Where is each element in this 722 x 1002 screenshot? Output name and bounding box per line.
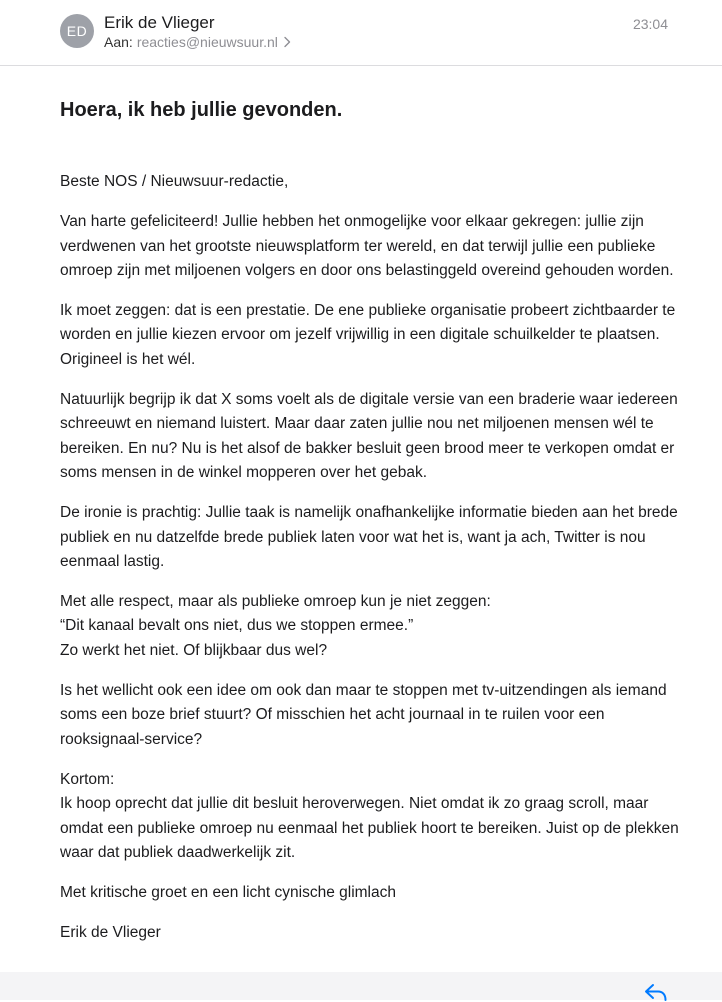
recipient-line[interactable] bbox=[104, 34, 292, 50]
body-paragraph: Is het wellicht ook een idee om ook dan maar te stoppen met tv-uitzendingen als iemand soms een boze brief stuurt? Of misschien het acht journaal in te ruilen voor een rooksignaal-service? bbox=[60, 682, 667, 748]
body-paragraph: Van harte gefeliciteerd! Jullie hebben het onmogelijke voor elkaar gekregen: jullie zijn verdwenen van het grootste nieuwsplatform ter wereld, en dat terwijl jullie een publieke omroep zijn met miljoenen volgers en door ons belastinggeld overeind gehouden worden. bbox=[60, 213, 674, 279]
reply-icon[interactable] bbox=[644, 982, 668, 1002]
sender-name[interactable]: Erik de Vlieger bbox=[104, 13, 215, 32]
to-label: Aan: bbox=[104, 34, 133, 50]
chevron-right-icon[interactable] bbox=[282, 36, 292, 48]
body-paragraph: De ironie is prachtig: Jullie taak is namelijk onafhankelijke informatie bieden aan het brede publiek en nu datzelfde brede publiek laten voor wat het is, want ja ach, Twitter is nou eenmaal lastig. bbox=[60, 504, 678, 570]
email-header bbox=[0, 0, 722, 66]
bottom-toolbar bbox=[0, 972, 722, 1000]
avatar[interactable]: ED bbox=[60, 14, 94, 48]
body-paragraph: Met kritische groet en een licht cynische glimlach bbox=[60, 884, 396, 902]
body-paragraph: Kortom: Ik hoop oprecht dat jullie dit besluit heroverwegen. Niet omdat ik zo graag scroll, maar omdat een publieke omroep nu eenmaal het publiek hoort te bereiken. Juist op de plekken waar dat publiek daadwerkelijk zit. bbox=[60, 770, 679, 861]
signature: Erik de Vlieger bbox=[60, 924, 161, 942]
email-body bbox=[60, 96, 680, 962]
email-subject: Hoera, ik heb jullie gevonden. bbox=[60, 99, 343, 121]
body-paragraph: Beste NOS / Nieuwsuur-redactie, bbox=[60, 173, 289, 190]
timestamp: 23:04 bbox=[632, 16, 668, 32]
recipient-address[interactable]: reacties@nieuwsuur.nl bbox=[136, 34, 278, 50]
body-paragraph: Natuurlijk begrijp ik dat X soms voelt als de digitale versie van een braderie waar iedereen schreeuwt en niemand luistert. Maar daar zaten jullie nou net miljoenen mensen wél te bereiken. En nu? Nu is het alsof de bakker besluit geen brood meer te verkopen omdat er soms mensen in de winkel mopperen over het gebak. bbox=[60, 391, 678, 481]
body-paragraph: Ik moet zeggen: dat is een prestatie. De ene publieke organisatie probeert zichtbaarder te worden en jullie kiezen ervoor om jezelf vrijwillig in een digitale schuilkelder te plaatsen. Origineel is het wél. bbox=[60, 302, 676, 368]
body-paragraph: Met alle respect, maar als publieke omroep kun je niet zeggen: “Dit kanaal bevalt ons niet, dus we stoppen ermee.” Zo werkt het niet. Of blijkbaar dus wel? bbox=[60, 593, 491, 659]
